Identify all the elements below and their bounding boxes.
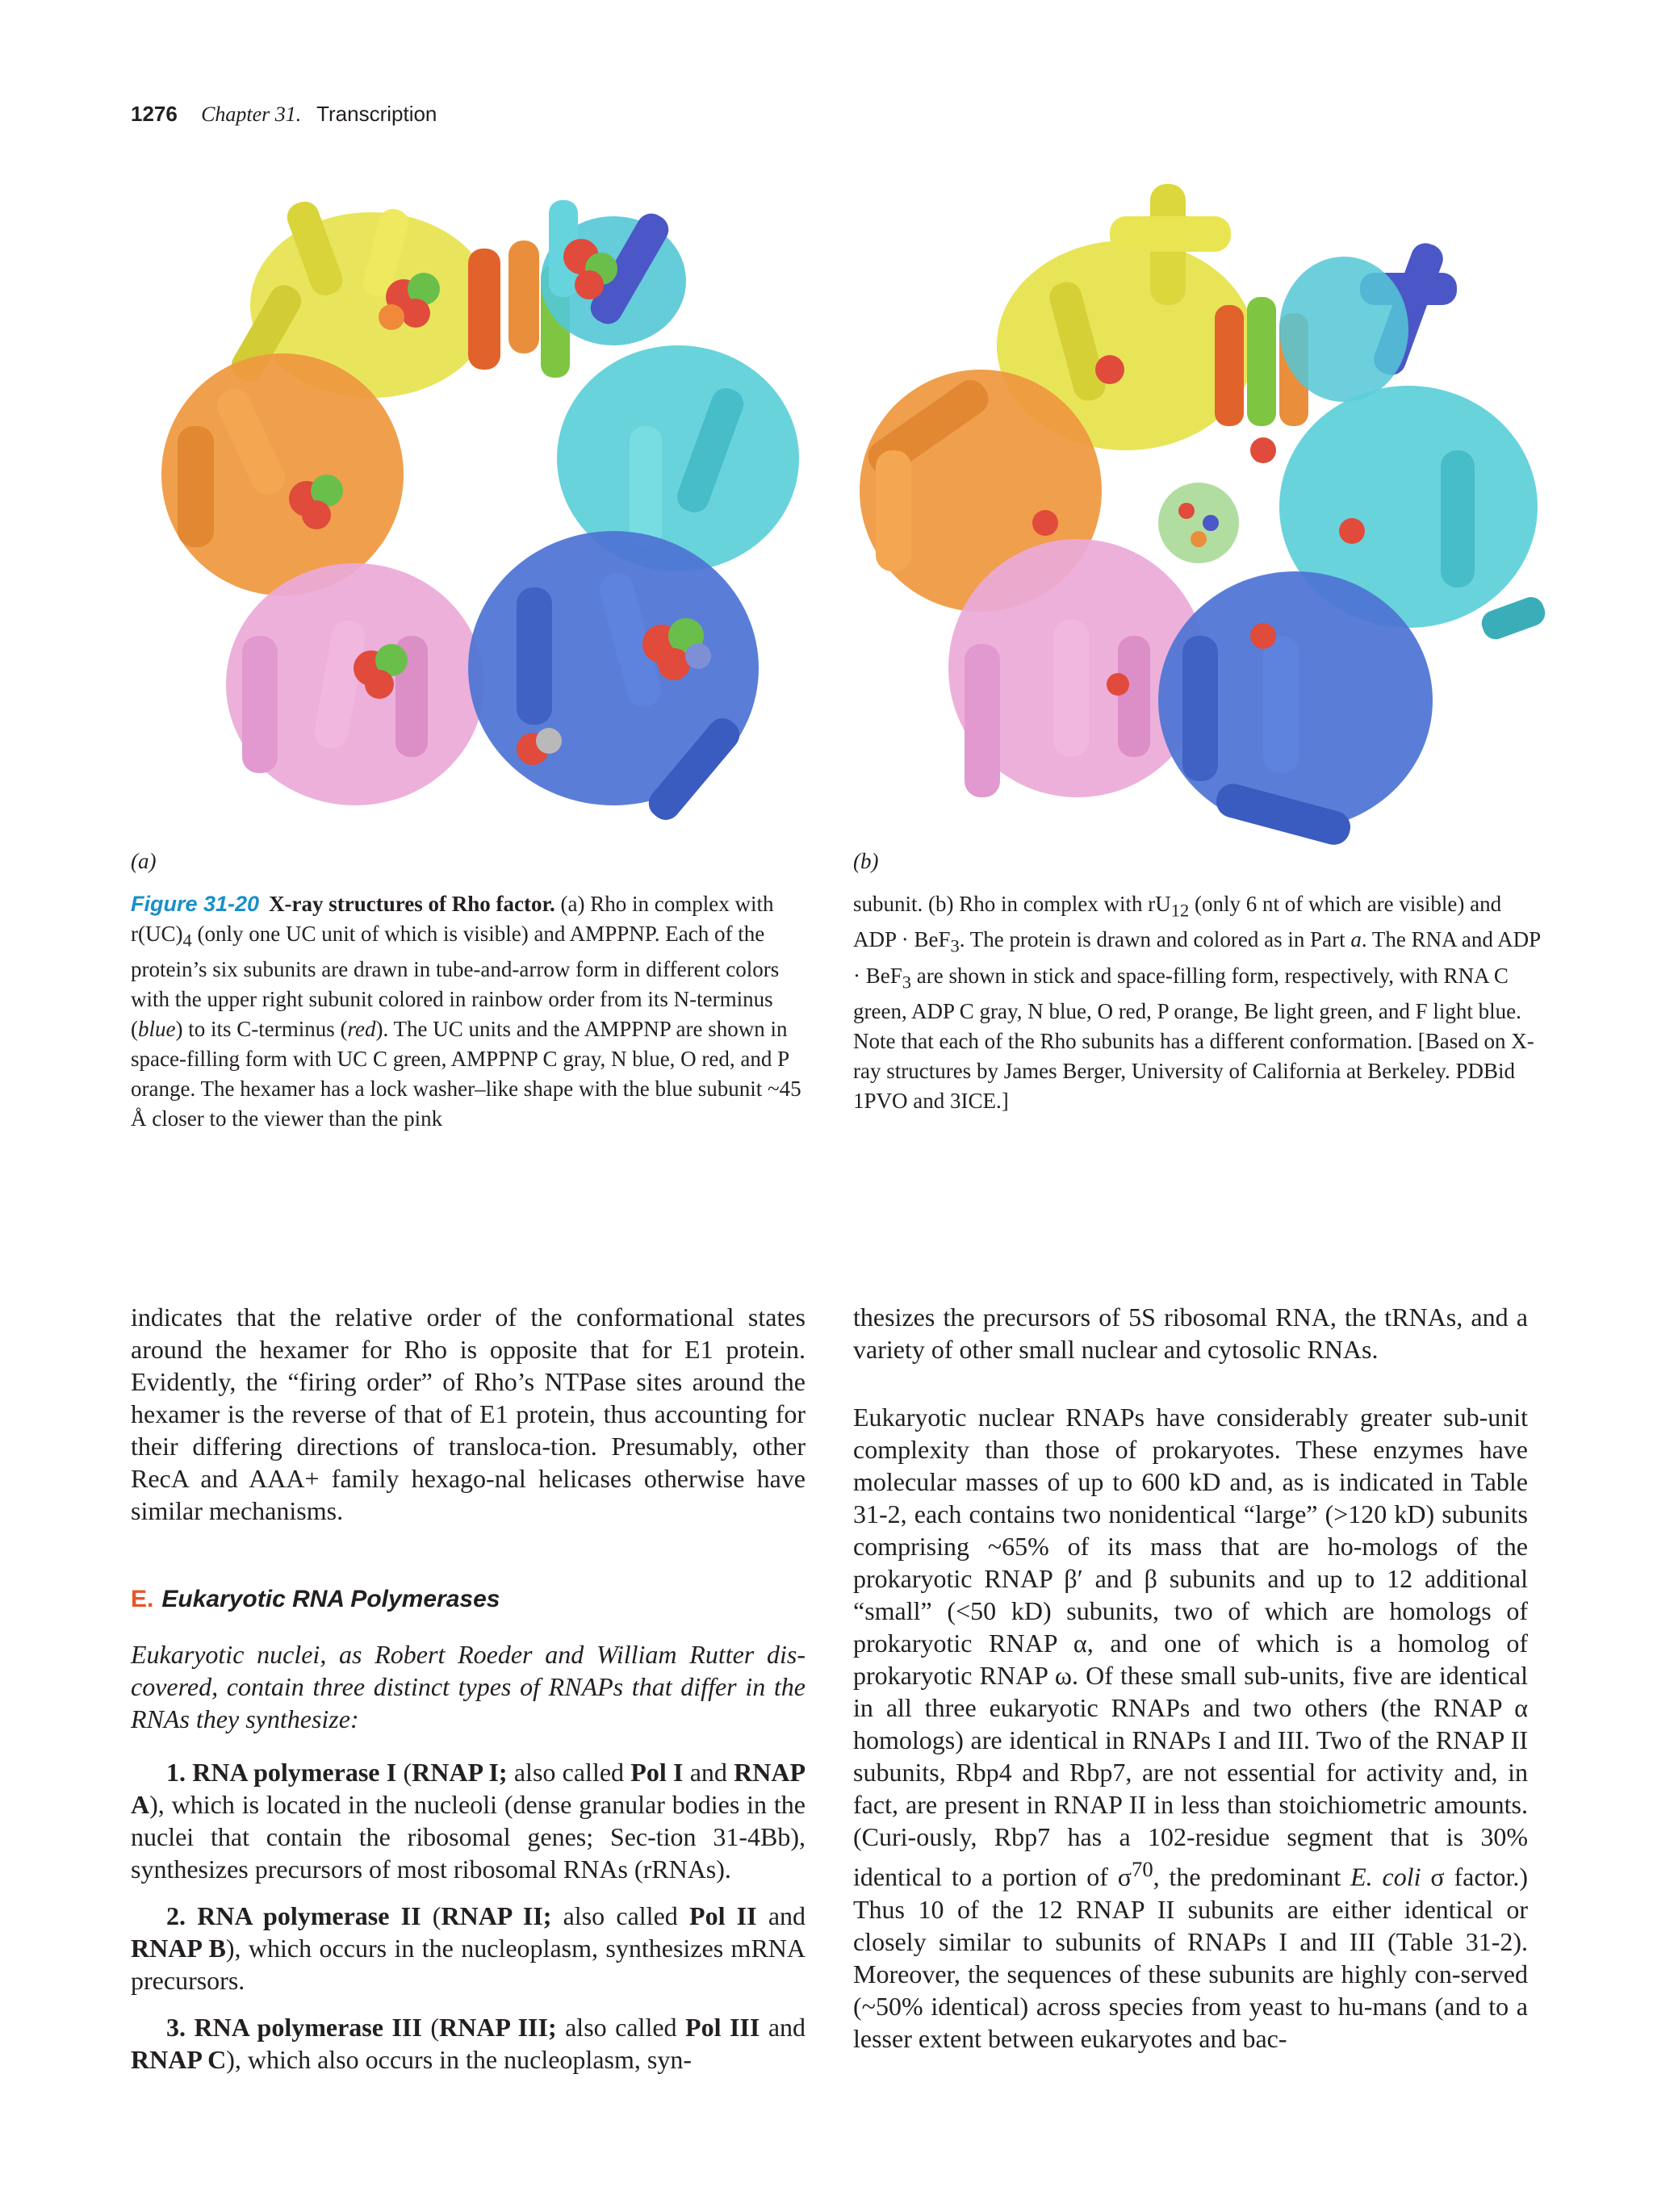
caption-subscript: 4	[182, 930, 192, 951]
list-item-term: 3. RNA polymerase III	[166, 2013, 422, 2042]
list-item-term: Pol III	[685, 2013, 760, 2042]
caption-text: ). The UC units and the AMPPNP are shown in space-filling form with UC C green, AMPPNP C gray, N blue, O red, and P orange. The hexamer has a lock washer–like shape with the blue subunit ~45 Å closer to the viewer than the pink	[131, 1017, 801, 1131]
figure-number: Figure 31-20	[131, 892, 260, 916]
caption-subscript: 3	[902, 972, 911, 993]
list-item-term: RNAP II;	[441, 1901, 552, 1930]
list-item-term: 2. RNA polymerase II	[166, 1901, 421, 1930]
rho-structure-a-illustration	[129, 184, 799, 846]
figure-caption-left	[131, 889, 817, 1134]
list-item-term: RNAP III;	[438, 2013, 557, 2042]
body-paragraph: indicates that the relative order of the conformational states around the hexamer for Rho is opposite that for E1 protein. Evidently, the “firing order” of Rho’s NTPase sites around the hexamer is the reverse of that of E1 protein, thus accounting for their differing directions of transloca-tion. Presumably, other RecA and AAA+ family hexago-nal helicases otherwise have similar mechanisms.	[131, 1303, 806, 1525]
list-item-term: 1. RNA polymerase I	[166, 1758, 397, 1787]
list-item-term: RNAP C	[131, 2045, 227, 2074]
caption-subscript: 3	[950, 935, 960, 956]
body-column-right	[853, 1301, 1528, 2055]
list-item-term: Pol I	[630, 1758, 684, 1787]
body-paragraph: thesizes the precursors of 5S ribosomal RNA, the tRNAs, and a variety of other small nuclear and cytosolic RNAs.	[853, 1303, 1528, 1364]
caption-italic: blue	[138, 1017, 176, 1042]
list-item-term: RNAP B	[131, 1934, 226, 1963]
chapter-label: Chapter 31.	[201, 102, 302, 126]
figure-caption-right	[853, 889, 1547, 1116]
list-item-text: also called	[556, 2013, 686, 2042]
body-paragraph	[853, 1401, 1528, 2055]
lead-paragraph: Eukaryotic nuclei, as Robert Roeder and William Rutter dis-covered, contain three distinct types of RNAPs that differ in the RNAs they synthesize:	[131, 1640, 806, 1733]
caption-text: (a) Rho in complex with r(UC)	[131, 892, 774, 946]
caption-italic: red	[347, 1017, 376, 1042]
body-superscript: 70	[1131, 1857, 1153, 1881]
list-item	[131, 1900, 806, 1997]
figure-title: X-ray structures of Rho factor.	[269, 892, 555, 916]
figure-panel-a-image	[129, 184, 799, 862]
caption-italic: a	[1350, 927, 1362, 952]
species-name: E. coli	[1350, 1862, 1421, 1892]
panel-b-label: (b)	[853, 849, 879, 873]
list-item-term: RNAP I;	[412, 1758, 508, 1787]
caption-text: (only one UC unit of which is visible) and AMPPNP. Each of the protein’s six subunits are drawn in tube-and-arrow form in different colors with the upper right subunit colored in rainbow order from its N-terminus (	[131, 922, 780, 1042]
body-text: , the predominant	[1153, 1862, 1351, 1892]
panel-a-label: (a)	[131, 849, 157, 873]
list-item-text: and	[760, 2013, 806, 2042]
list-item-text: ), which also occurs in the nucleoplasm, syn-	[226, 2045, 692, 2074]
caption-text: ) to its C-terminus (	[175, 1017, 348, 1042]
caption-text: (only 6 nt of which are visible) and ADP · BeF	[853, 892, 1502, 952]
list-item-text: (	[396, 1758, 412, 1787]
list-item-term: RNAP A	[131, 1758, 806, 1819]
figure-panel-b-image	[843, 184, 1554, 878]
list-item-term: Pol II	[689, 1901, 757, 1930]
list-item-text: (	[421, 2013, 439, 2042]
body-text: σ factor.) Thus 10 of the 12 RNAP II subunits are either identical or closely similar to subunits of RNAPs I and III (Table 31-2). Moreover, the sequences of these subunits are highly con-served (~50% identical) across species from yeast to hu-mans (and to a lesser extent between eukaryotes and bac-	[853, 1862, 1528, 2053]
caption-subscript: 12	[1170, 900, 1190, 921]
list-item-text: also called	[551, 1901, 690, 1930]
caption-text: are shown in stick and space-filling form, respectively, with RNA C green, ADP C gray, N blue, O red, P orange, Be light green, and F light blue. Note that each of the Rho subunits has a different conformation. [Based on X-ray structures by James Berger, University of California at Berkeley. PDBid 1PVO and 3ICE.]	[853, 963, 1534, 1114]
list-item-text: and	[756, 1901, 806, 1930]
list-item-text: ), which occurs in the nucleoplasm, synthesizes mRNA precursors.	[131, 1934, 806, 1995]
caption-text: . The RNA and ADP · BeF	[853, 927, 1541, 988]
body-column-left	[131, 1301, 806, 2090]
section-heading	[131, 1583, 806, 1616]
section-title: Eukaryotic RNA Polymerases	[161, 1586, 500, 1612]
page-number: 1276	[131, 102, 178, 126]
caption-text: . The protein is drawn and colored as in Part	[959, 927, 1351, 952]
list-item-text: (	[421, 1901, 441, 1930]
caption-text: subunit. (b) Rho in complex with rU	[853, 892, 1171, 916]
section-letter: E.	[131, 1586, 154, 1612]
list-item-text: also called	[507, 1758, 631, 1787]
list-item-text: ), which is located in the nucleoli (dense granular bodies in the nuclei that contain the ribosomal genes; Sec-tion 31-4Bb), synthesizes precursors of most ribosomal RNAs (rRNAs).	[131, 1790, 806, 1884]
body-text: Eukaryotic nuclear RNAPs have considerably greater sub-unit complexity than those of prokaryotes. These enzymes have molecular masses of up to 600 kD and, as is indicated in Table 31-2, each contains two nonidentical “large” (>120 kD) subunits comprising ~65% of its mass that are ho-mologs of the prokaryotic RNAP β′ and β subunits and up to 12 additional “small” (<50 kD) subunits, two of which are homologs of prokaryotic RNAP α, and one of which is a homolog of prokaryotic RNAP ω. Of these small sub-units, five are identical in all three eukaryotic RNAPs and two others (the RNAP α homologs) are identical in RNAPs I and III. Two of the RNAP II subunits, Rbp4 and Rbp7, are not essential for activity and, in fact, are present in RNAP II in less than stoichiometric amounts. (Curi-ously, Rbp7 has a 102-residue segment that is 30% identical to a portion of σ	[853, 1403, 1528, 1892]
chapter-title: Transcription	[316, 102, 437, 126]
rho-structure-b-illustration	[843, 184, 1554, 862]
list-item	[131, 2011, 806, 2076]
list-item-text: and	[683, 1758, 734, 1787]
running-head	[131, 102, 437, 127]
list-item	[131, 1756, 806, 1885]
